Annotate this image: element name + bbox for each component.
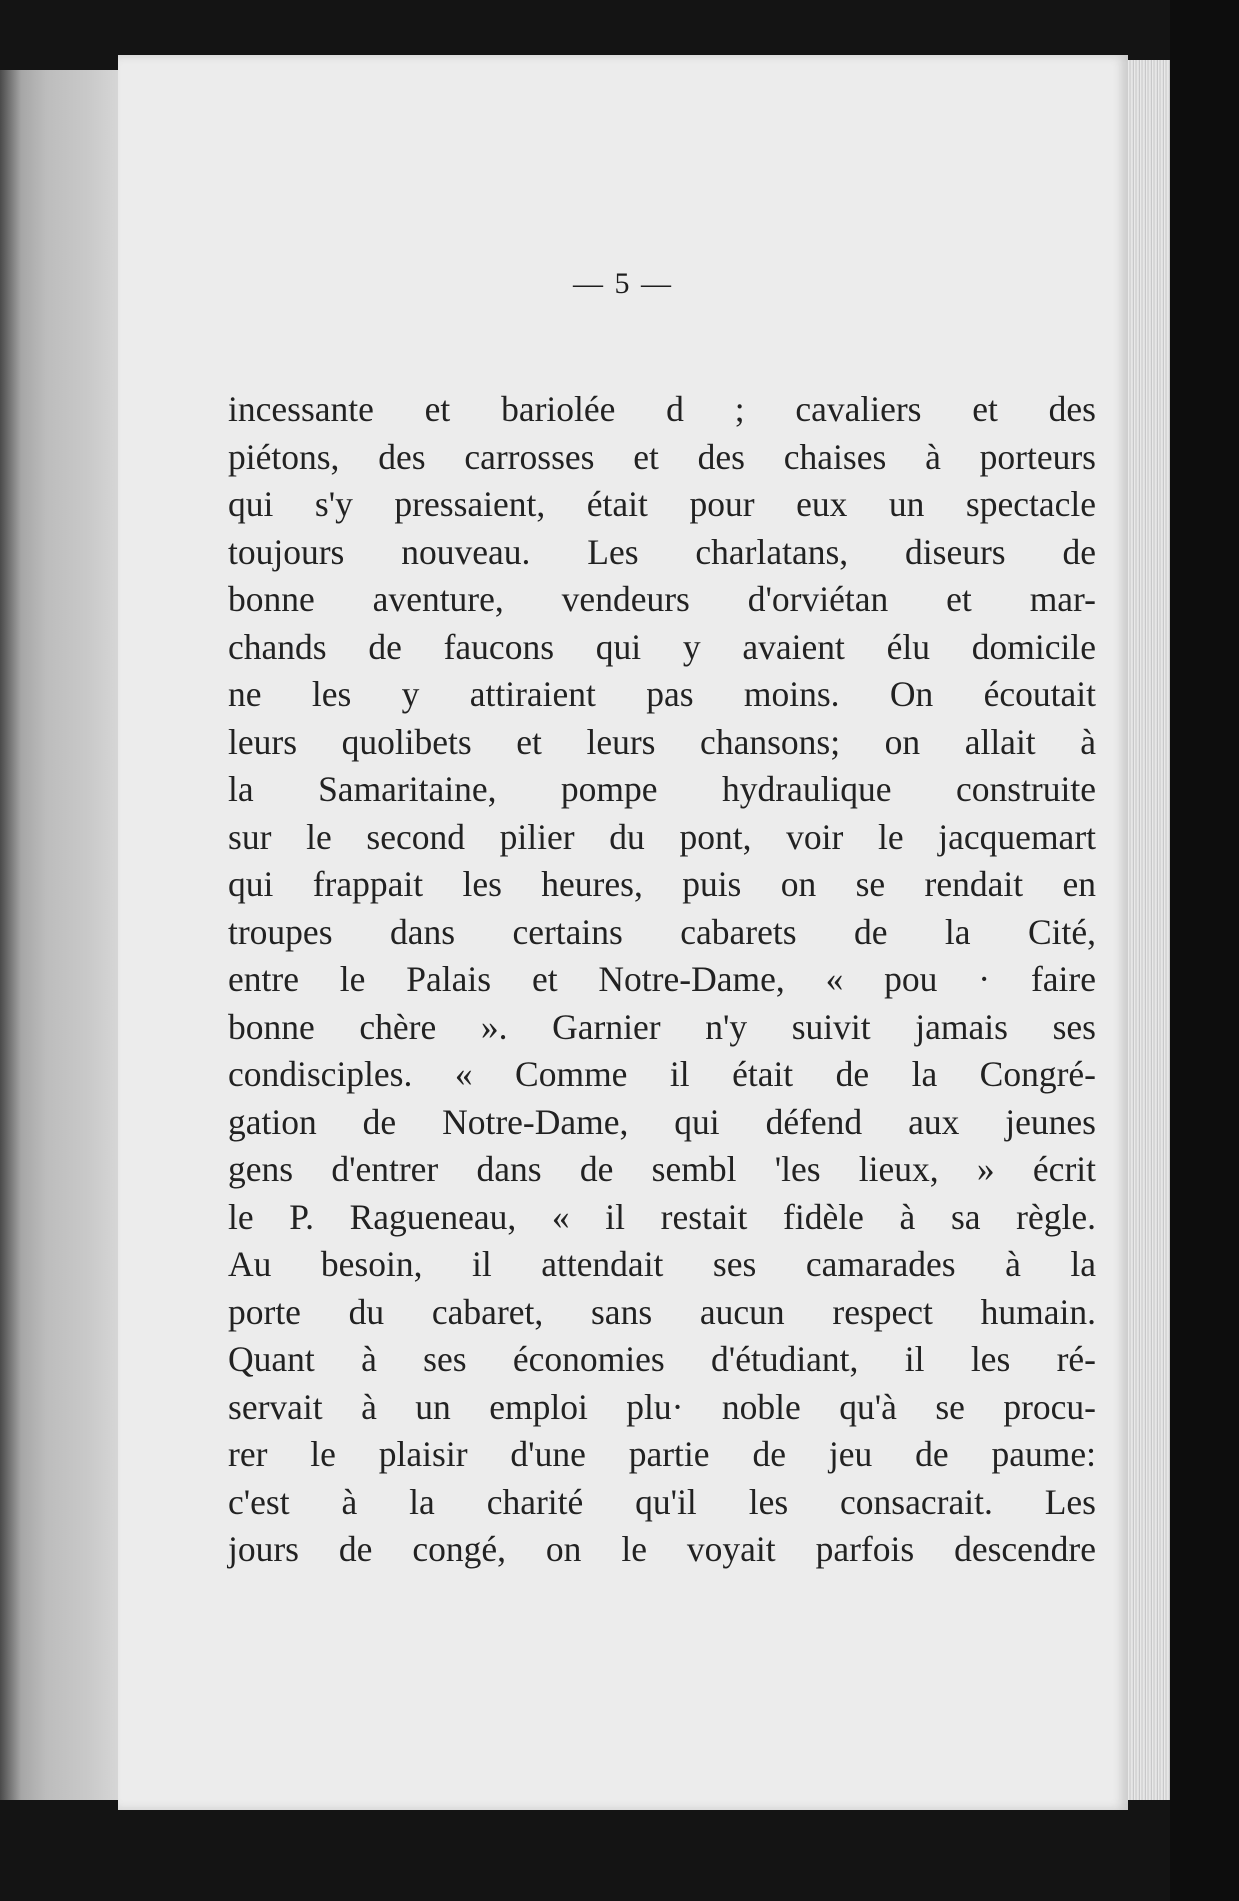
- text-line: condisciples. « Comme il était de la Congré-: [228, 1054, 1096, 1094]
- text-line: incessante et bariolée d ; cavaliers et des: [228, 389, 1096, 429]
- page-number: — 5 —: [573, 267, 673, 300]
- text-line: le P. Ragueneau, « il restait fidèle à sa règle.: [228, 1196, 1096, 1237]
- text-line: c'est à la charité qu'il les consacrait. Les: [228, 1481, 1096, 1522]
- text-line: Au besoin, il attendait ses camarades à la: [228, 1244, 1096, 1284]
- body-text: [228, 386, 1096, 1574]
- text-line: porte du cabaret, sans aucun respect humain.: [228, 1291, 1096, 1332]
- text-line: leurs quolibets et leurs chansons; on allait à: [228, 721, 1096, 762]
- scan-background-margin: [1170, 0, 1239, 1901]
- text-line: toujours nouveau. Les charlatans, diseurs de: [228, 531, 1096, 572]
- text-line: piétons, des carrosses et des chaises à porteurs: [228, 436, 1096, 477]
- text-line: bonne chère ». Garnier n'y suivit jamais ses: [228, 1006, 1096, 1047]
- left-page-edge: [0, 70, 118, 1800]
- text-line: servait à un emploi plu· noble qu'à se procu-: [228, 1386, 1096, 1427]
- text-line: gation de Notre-Dame, qui défend aux jeunes: [228, 1101, 1096, 1142]
- text-line: gens d'entrer dans de sembl 'les lieux, » écrit: [228, 1149, 1096, 1189]
- right-page-stack-edge: [1128, 60, 1170, 1800]
- text-line: bonne aventure, vendeurs d'orviétan et mar-: [228, 579, 1096, 619]
- text-line: jours de congé, on le voyait parfois descendre: [228, 1529, 1096, 1569]
- text-line: la Samaritaine, pompe hydraulique construite: [228, 769, 1096, 809]
- text-line: ne les y attiraient pas moins. On écoutait: [228, 674, 1096, 714]
- text-line: entre le Palais et Notre-Dame, « pou · faire: [228, 959, 1096, 999]
- text-line: troupes dans certains cabarets de la Cité,: [228, 911, 1096, 952]
- book-page: [118, 55, 1128, 1810]
- text-line: chands de faucons qui y avaient élu domicile: [228, 626, 1096, 667]
- text-line: sur le second pilier du pont, voir le jacquemart: [228, 816, 1096, 857]
- text-line: Quant à ses économies d'étudiant, il les ré-: [228, 1339, 1096, 1379]
- text-line: rer le plaisir d'une partie de jeu de paume:: [228, 1434, 1096, 1474]
- text-line: qui frappait les heures, puis on se rendait en: [228, 864, 1096, 904]
- text-line: qui s'y pressaient, était pour eux un spectacle: [228, 484, 1096, 524]
